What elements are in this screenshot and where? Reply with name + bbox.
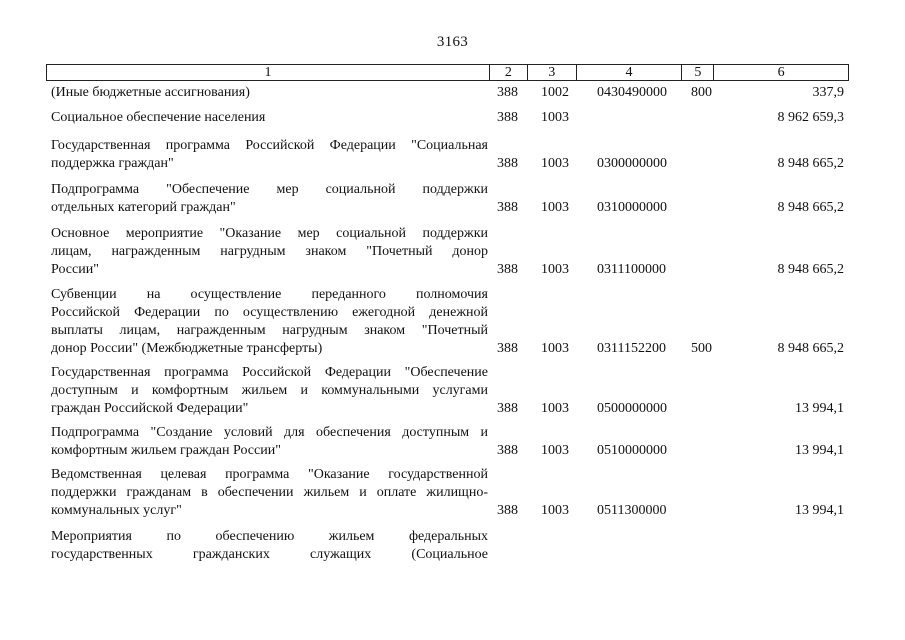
target-article-cell: 0500000000: [597, 401, 667, 416]
page-number: 3163: [436, 34, 469, 50]
description-line: Государственная программа Российской Федерации "Социальная: [51, 138, 488, 153]
code-388-cell: 388: [497, 443, 518, 458]
row-description: [51, 364, 488, 418]
table-row: [46, 364, 849, 418]
description-line: коммунальных услуг": [51, 503, 182, 518]
code-388-cell: 388: [497, 110, 518, 125]
description-line: Ведомственная целевая программа "Оказание государственной: [51, 467, 488, 482]
description-line: Субвенции на осуществление переданного полномочия: [51, 287, 488, 302]
amount-cell: 337,9: [812, 85, 844, 100]
description-line: (Иные бюджетные ассигнования): [51, 85, 250, 100]
section-cell: 1002: [541, 85, 569, 100]
target-article-cell: 0511300000: [597, 503, 667, 518]
target-article-cell: 0510000000: [597, 443, 667, 458]
target-article-cell: 0300000000: [597, 156, 667, 171]
row-description: [51, 528, 488, 564]
amount-cell: 8 948 665,2: [777, 262, 844, 277]
section-cell: 1003: [541, 443, 569, 458]
description-line: Подпрограмма "Обеспечение мер социальной поддержки: [51, 182, 488, 197]
target-article-cell: 0430490000: [597, 85, 667, 100]
target-article-cell: 0310000000: [597, 200, 667, 215]
row-description: [51, 181, 488, 217]
column-header-2: 2: [489, 65, 527, 80]
description-line: Российской Федерации по осуществлению ежегодной денежной: [51, 305, 488, 320]
description-line: России": [51, 262, 99, 277]
amount-cell: 8 962 659,3: [777, 110, 844, 125]
section-cell: 1003: [541, 262, 569, 277]
description-line: выплаты лицам, награжденным нагрудным знаком "Почетный: [51, 323, 488, 338]
section-cell: 1003: [541, 503, 569, 518]
row-description: [51, 424, 488, 460]
target-article-cell: 0311100000: [597, 262, 666, 277]
column-header-6: 6: [713, 65, 848, 80]
description-line: граждан Российской Федерации": [51, 401, 249, 416]
code-388-cell: 388: [497, 200, 518, 215]
description-line: государственных гражданских служащих (Социальное: [51, 547, 488, 562]
code-388-cell: 388: [497, 341, 518, 356]
description-line: комфортным жильем граждан России": [51, 443, 281, 458]
code-388-cell: 388: [497, 262, 518, 277]
description-line: лицам, награжденным нагрудным знаком "Почетный донор: [51, 244, 488, 259]
description-line: доступным и комфортным жильем и коммунальными услугами: [51, 383, 488, 398]
code-388-cell: 388: [497, 401, 518, 416]
amount-cell: 8 948 665,2: [777, 156, 844, 171]
column-header-3: 3: [527, 65, 576, 80]
amount-cell: 13 994,1: [795, 443, 844, 458]
table-header: [46, 64, 849, 81]
row-description: [51, 109, 488, 127]
row-description: [51, 466, 488, 520]
amount-cell: 13 994,1: [795, 503, 844, 518]
table-row: [46, 424, 849, 460]
description-line: отдельных категорий граждан": [51, 200, 236, 215]
column-header-5: 5: [681, 65, 713, 80]
table-row: [46, 466, 849, 520]
description-line: Мероприятия по обеспечению жильем федеральных: [51, 529, 488, 544]
column-header-4: 4: [576, 65, 682, 80]
section-cell: 1003: [541, 341, 569, 356]
table-row: [46, 528, 849, 564]
row-description: [51, 84, 488, 102]
description-line: поддержка граждан": [51, 156, 174, 171]
code-388-cell: 388: [497, 503, 518, 518]
section-cell: 1003: [541, 200, 569, 215]
table-row: [46, 286, 849, 358]
code-388-cell: 388: [497, 156, 518, 171]
description-line: донор России" (Межбюджетные трансферты): [51, 341, 323, 356]
row-description: [51, 137, 488, 173]
table-row: [46, 225, 849, 279]
table-row: [46, 84, 849, 102]
code-388-cell: 388: [497, 85, 518, 100]
amount-cell: 8 948 665,2: [777, 341, 844, 356]
column-header-1: 1: [264, 65, 272, 80]
section-cell: 1003: [541, 156, 569, 171]
expense-type-cell: 500: [691, 341, 712, 356]
description-line: поддержки гражданам в обеспечении жильем и оплате жилищно-: [51, 485, 488, 500]
section-cell: 1003: [541, 110, 569, 125]
table-row: [46, 181, 849, 217]
table-row: [46, 109, 849, 127]
amount-cell: 13 994,1: [795, 401, 844, 416]
description-line: Основное мероприятие "Оказание мер социальной поддержки: [51, 226, 488, 241]
table-row: [46, 137, 849, 173]
section-cell: 1003: [541, 401, 569, 416]
description-line: Государственная программа Российской Федерации "Обеспечение: [51, 365, 488, 380]
target-article-cell: 0311152200: [597, 341, 666, 356]
row-description: [51, 286, 488, 358]
description-line: Подпрограмма "Создание условий для обеспечения доступным и: [51, 425, 488, 440]
row-description: [51, 225, 488, 279]
description-line: Социальное обеспечение населения: [51, 110, 266, 125]
amount-cell: 8 948 665,2: [777, 200, 844, 215]
expense-type-cell: 800: [691, 85, 712, 100]
